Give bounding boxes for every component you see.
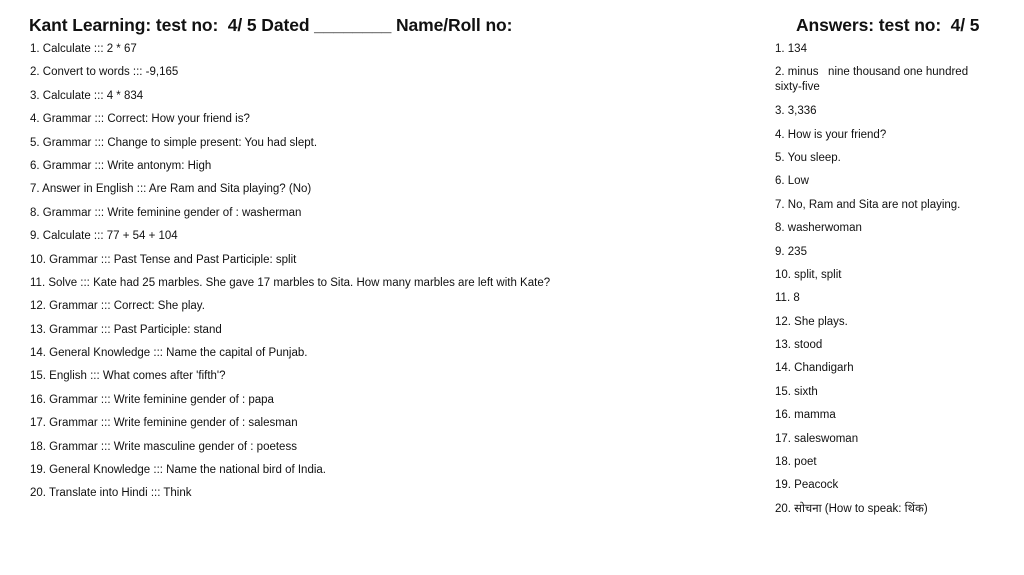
answer-text: 9. 235 [775, 245, 807, 258]
answer-item [775, 65, 975, 104]
answer-text: 8. washerwoman [775, 222, 862, 235]
answer-item [775, 408, 975, 431]
question-item: 18. Grammar ::: Write masculine gender of : poetess [30, 440, 297, 453]
answer-text: 6. Low [775, 175, 809, 188]
question-item: 1. Calculate ::: 2 * 67 [30, 43, 137, 55]
question-item: 8. Grammar ::: Write feminine gender of : washerman [30, 206, 302, 219]
answer-text: 19. Peacock [775, 479, 839, 492]
question-item: 9. Calculate ::: 77 + 54 + 104 [30, 230, 178, 243]
question-item: 13. Grammar ::: Past Participle: stand [30, 323, 222, 336]
answer-text: 12. She plays. [775, 315, 848, 328]
question-item: 11. Solve ::: Kate had 25 marbles. She gave 17 marbles to Sita. How many marbles are left with Kate? [30, 276, 551, 289]
answer-text: 11. 8 [775, 292, 800, 305]
answer-item [775, 315, 975, 338]
question-item: 12. Grammar ::: Correct: She play. [30, 300, 205, 313]
answer-item [775, 478, 975, 501]
question-item: 20. Translate into Hindi ::: Think [30, 487, 192, 500]
answer-item [775, 432, 975, 455]
question-item: 2. Convert to words ::: -9,165 [30, 66, 179, 79]
answer-text: 20. सोचना (How to speak: थिंक) [775, 502, 928, 515]
answer-text: 17. saleswoman [775, 432, 859, 445]
question-item: 4. Grammar ::: Correct: How your friend is? [30, 113, 250, 126]
question-item: 6. Grammar ::: Write antonym: High [30, 159, 212, 172]
answer-item [775, 385, 975, 408]
answer-text: 2. minus nine thousand one hundred sixty-five [775, 66, 972, 94]
answer-text: 14. Chandigarh [775, 362, 854, 375]
answer-item [775, 104, 975, 127]
answer-item [775, 174, 975, 197]
answer-text: 13. stood [775, 339, 823, 352]
question-item: 14. General Knowledge ::: Name the capital of Punjab. [30, 347, 308, 360]
answer-item [775, 221, 975, 244]
answer-item [775, 245, 975, 268]
answer-item [775, 502, 975, 525]
question-item: 10. Grammar ::: Past Tense and Past Participle: split [30, 253, 297, 266]
answer-text: 1. 134 [775, 43, 807, 55]
answer-item [775, 151, 975, 174]
answer-item [775, 338, 975, 361]
answer-text: 16. mamma [775, 409, 836, 422]
answer-text: 18. poet [775, 456, 817, 469]
answer-text: 5. You sleep. [775, 151, 841, 164]
answer-item [775, 42, 975, 65]
question-item: 17. Grammar ::: Write feminine gender of : salesman [30, 417, 298, 430]
answer-item [775, 455, 975, 478]
questions-list [30, 42, 750, 510]
answer-text: 4. How is your friend? [775, 128, 887, 141]
answer-item [775, 268, 975, 291]
answers-list [775, 42, 975, 525]
answer-item [775, 291, 975, 314]
answer-text: 10. split, split [775, 268, 842, 281]
answer-item [775, 198, 975, 221]
answer-item [775, 361, 975, 384]
answers-title: Answers: test no: 4/ 5 [796, 15, 980, 35]
question-item: 15. English ::: What comes after 'fifth'? [30, 370, 226, 383]
question-item: 19. General Knowledge ::: Name the national bird of India. [30, 464, 326, 477]
questions-title: Kant Learning: test no: 4/ 5 Dated ________ Name/Roll no: [29, 15, 513, 35]
answer-item [775, 128, 975, 151]
question-item: 7. Answer in English ::: Are Ram and Sita playing? (No) [30, 183, 312, 196]
answer-text: 3. 3,336 [775, 105, 817, 118]
answer-text: 7. No, Ram and Sita are not playing. [775, 198, 961, 211]
question-item: 3. Calculate ::: 4 * 834 [30, 89, 144, 102]
answer-text: 15. sixth [775, 385, 818, 398]
question-item: 16. Grammar ::: Write feminine gender of : papa [30, 393, 274, 406]
question-item: 5. Grammar ::: Change to simple present: You had slept. [30, 136, 318, 149]
